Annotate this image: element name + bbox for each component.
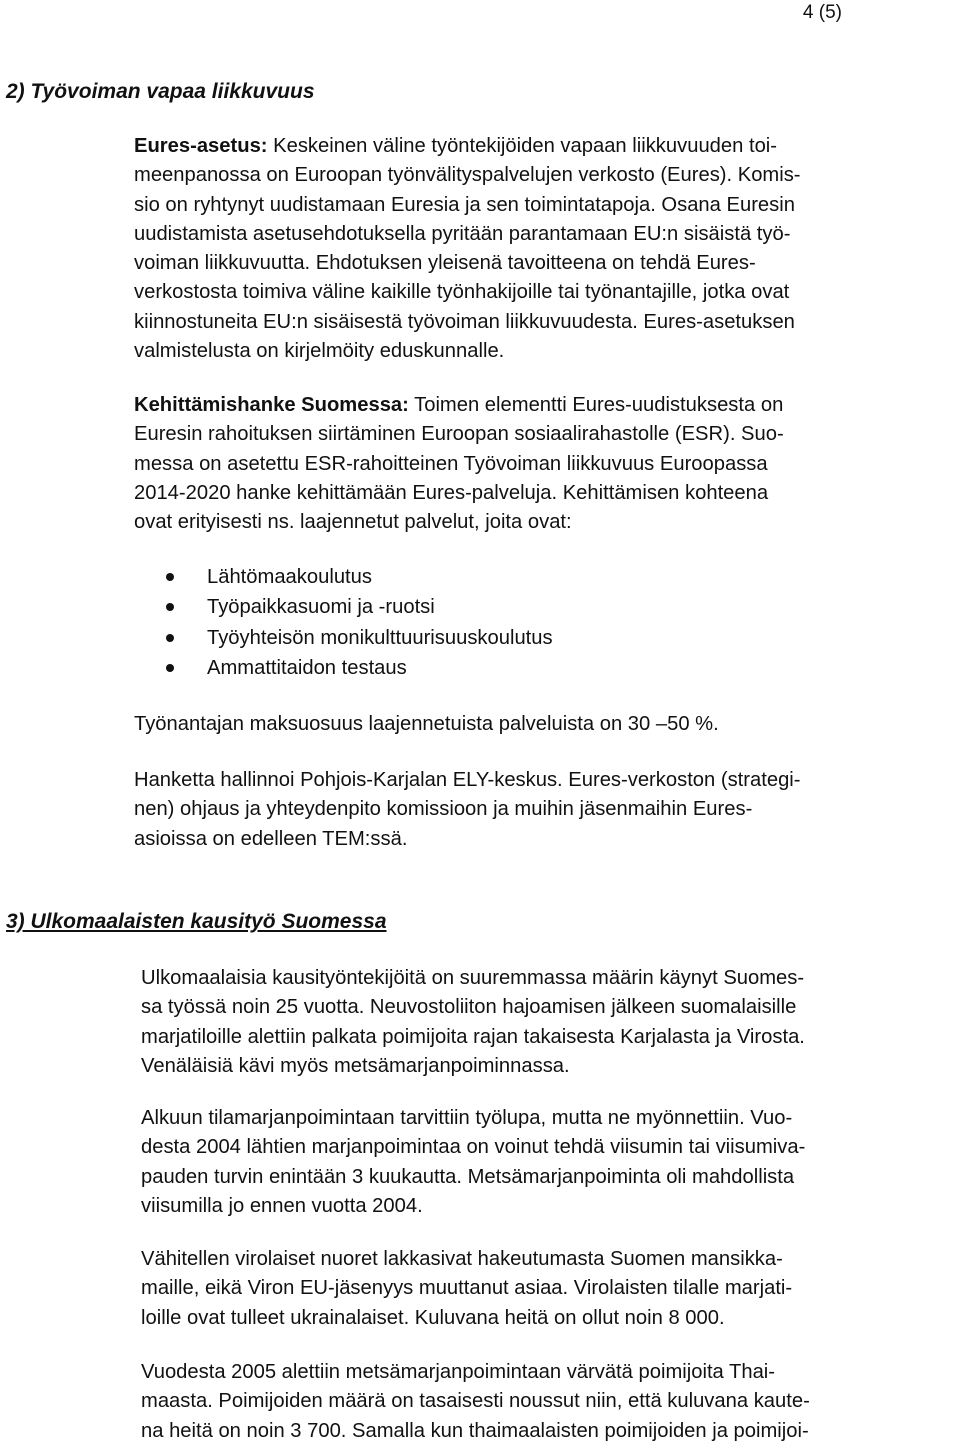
paragraph-line: Vähitellen virolaiset nuoret lakkasivat hakeutumasta Suomen mansikka- (141, 1248, 783, 1270)
page-number: 4 (5) (802, 2, 842, 23)
bullet-icon (166, 634, 174, 642)
kausityo-paragraph-3 (141, 1245, 959, 1333)
paragraph-line: maasta. Poimijoiden määrä on tasaisesti noussut niin, että kuluvana kaute- (141, 1390, 810, 1413)
paragraph-line: Alkuun tilamarjanpoimintaan tarvittiin työlupa, mutta ne myönnettiin. Vuo- (141, 1107, 793, 1129)
list-item (134, 653, 553, 683)
paragraph-line: desta 2004 lähtien marjanpoimintaa on voinut tehdä viisumin tai viisumiva- (141, 1136, 806, 1159)
list-item (134, 592, 553, 622)
hallinnointi-line: asioissa on edelleen TEM:ssä. (134, 827, 408, 850)
kausityo-paragraph-4 (141, 1358, 959, 1446)
eures-paragraph (134, 132, 934, 366)
eures-line: voiman liikkuvuutta. Ehdotuksen yleisenä tavoitteena on tehdä Eures- (134, 252, 756, 275)
section-2-heading: 2) Työvoiman vapaa liikkuvuus (6, 80, 315, 103)
services-list (134, 562, 553, 683)
list-item-label: Ammattitaidon testaus (207, 656, 407, 679)
bullet-icon (166, 573, 174, 581)
list-item (134, 562, 553, 592)
eures-line: verkostosta toimiva väline kaikille työnhakijoille tai työnantajille, jotka ovat (134, 281, 790, 304)
list-item (134, 623, 553, 653)
paragraph-line: sa työssä noin 25 vuotta. Neuvostoliiton hajoamisen jälkeen suomalaisille (141, 996, 797, 1019)
eures-line: valmistelusta on kirjelmöity eduskunnalle. (134, 340, 505, 363)
list-item-label: Työpaikkasuomi ja -ruotsi (207, 596, 435, 619)
kehittamishanke-paragraph (134, 391, 934, 537)
kausityo-paragraph-1 (141, 964, 959, 1081)
eures-line: kiinnostuneita EU:n sisäisestä työvoiman liikkuvuudesta. Eures-asetuksen (134, 310, 795, 333)
hallinnointi-line: Hanketta hallinnoi Pohjois-Karjalan ELY-keskus. Eures-verkoston (strategi- (134, 769, 801, 791)
kehittamishanke-line: Toimen elementti Eures-uudistuksesta on (414, 394, 784, 416)
section-3-heading: 3) Ulkomaalaisten kausityö Suomessa (6, 910, 387, 933)
kehittamishanke-line: Euresin rahoituksen siirtäminen Euroopan sosiaalirahastolle (ESR). Suo- (134, 423, 784, 446)
hallinnointi-paragraph (134, 766, 934, 854)
paragraph-line: Ulkomaalaisia kausityöntekijöitä on suuremmassa määrin käynyt Suomes- (141, 967, 805, 989)
list-item-label: Lähtömaakoulutus (207, 566, 372, 588)
kehittamishanke-line: 2014-2020 hanke kehittämään Eures-palveluja. Kehittämisen kohteena (134, 481, 769, 504)
hallinnointi-line: nen) ohjaus ja yhteydenpito komissioon ja muihin jäsenmaihin Eures- (134, 798, 753, 821)
paragraph-line: na heitä on noin 3 700. Samalla kun thaimaalaisten poimijoiden ja poimijoi- (141, 1419, 809, 1442)
maksuosuus-paragraph: Työnantajan maksuosuus laajennetuista palveluista on 30 –50 %. (134, 713, 719, 735)
eures-lead: Eures-asetus: (134, 135, 268, 157)
paragraph-line: viisumilla jo ennen vuotta 2004. (141, 1194, 423, 1217)
paragraph-line: Venäläisiä kävi myös metsämarjanpoiminnassa. (141, 1054, 570, 1077)
list-item-label: Työyhteisön monikulttuurisuuskoulutus (207, 626, 553, 649)
paragraph-line: loille ovat tulleet ukrainalaiset. Kuluvana heitä on ollut noin 8 000. (141, 1306, 725, 1329)
paragraph-line: pauden turvin enintään 3 kuukautta. Metsämarjanpoiminta oli mahdollista (141, 1165, 795, 1188)
paragraph-line: Vuodesta 2005 alettiin metsämarjanpoimintaan värvätä poimijoita Thai- (141, 1361, 776, 1383)
kausityo-paragraph-2 (141, 1104, 959, 1221)
bullet-icon (166, 664, 174, 672)
eures-line: Keskeinen väline työntekijöiden vapaan liikkuvuuden toi- (273, 135, 778, 157)
bullet-icon (166, 603, 174, 611)
eures-line: meenpanossa on Euroopan työnvälityspalvelujen verkosto (Eures). Komis- (134, 164, 801, 187)
kehittamishanke-line: ovat erityisesti ns. laajennetut palvelut, joita ovat: (134, 511, 572, 534)
eures-line: uudistamista asetusehdotuksella pyritään parantamaan EU:n sisäistä työ- (134, 222, 791, 245)
paragraph-line: maille, eikä Viron EU-jäsenyys muuttanut asiaa. Virolaisten tilalle marjati- (141, 1277, 793, 1300)
kehittamishanke-line: messa on asetettu ESR-rahoitteinen Työvoiman liikkuvuus Euroopassa (134, 452, 768, 475)
kehittamishanke-lead: Kehittämishanke Suomessa: (134, 394, 409, 416)
paragraph-line: marjatiloille alettiin palkata poimijoita rajan takaisesta Karjalasta ja Virosta. (141, 1025, 805, 1048)
eures-line: sio on ryhtynyt uudistamaan Euresia ja sen toimintatapoja. Osana Euresin (134, 193, 795, 216)
